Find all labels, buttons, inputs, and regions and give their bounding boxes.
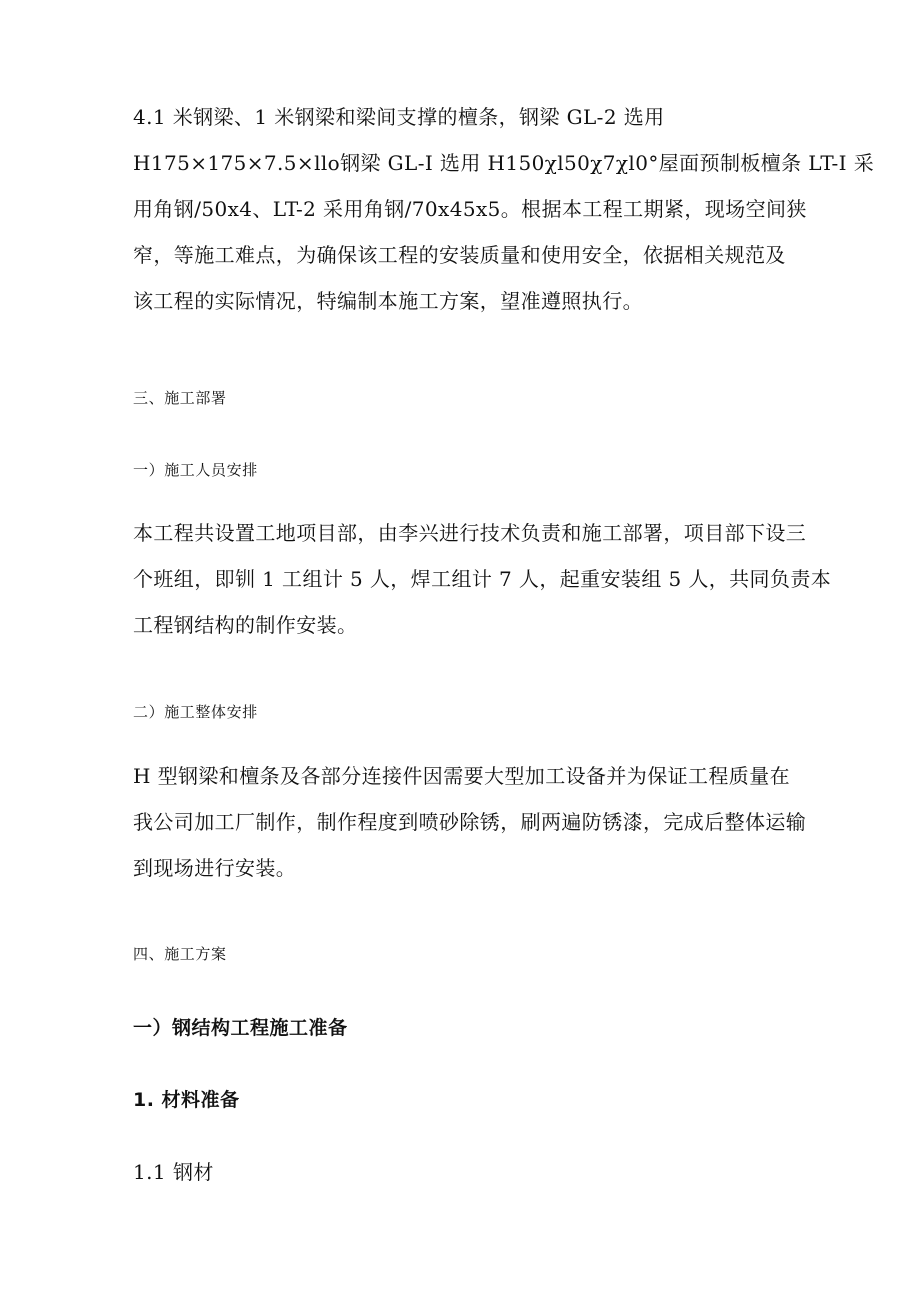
section-4-1-heading: 一）钢结构工程施工准备 — [133, 1017, 348, 1039]
overall-plan-paragraph — [133, 753, 807, 891]
steel-item-label: 钢材 — [173, 1160, 214, 1184]
intro-line-3: 用角钢/50x4、LT-2 采用角钢/70x45x5。根据本工程工期紧，现场空间狭 — [133, 197, 807, 221]
steel-item-heading — [133, 1160, 214, 1184]
intro-line-2: H175×175×7.5×llo钢梁 GL-I 选用 H150χl50χ7χl0°屋面预制板檀条 LT-I 采 — [133, 151, 875, 175]
intro-paragraph — [133, 94, 875, 324]
section-4-heading: 四、施工方案 — [133, 945, 227, 963]
intro-line-1: 4.1 米钢梁、1 米钢梁和梁间支撑的檀条，钢梁 GL-2 选用 — [133, 105, 665, 129]
intro-line-4: 窄，等施工难点，为确保该工程的安装质量和使用安全，依据相关规范及 — [133, 243, 786, 267]
section-3-1-heading: 一）施工人员安排 — [133, 461, 258, 479]
intro-line-5: 该工程的实际情况，特编制本施工方案，望准遵照执行。 — [133, 289, 643, 313]
staffing-line-2: 个班组，即钏 1 工组计 5 人，焊工组计 7 人，起重安装组 5 人，共同负责本 — [133, 567, 832, 591]
staffing-paragraph — [133, 510, 832, 648]
section-3-heading: 三、施工部署 — [133, 389, 227, 407]
staffing-line-3: 工程钢结构的制作安装。 — [133, 613, 358, 637]
material-prep-heading: 1. 材料准备 — [133, 1089, 240, 1111]
overall-plan-line-1: H 型钢梁和檀条及各部分连接件因需要大型加工设备并为保证工程质量在 — [133, 764, 790, 788]
steel-item-number: 1.1 — [133, 1160, 167, 1184]
overall-plan-line-2: 我公司加工厂制作，制作程度到喷砂除锈，刷两遍防锈漆，完成后整体运输 — [133, 810, 807, 834]
staffing-line-1: 本工程共设置工地项目部，由李兴进行技术负责和施工部署，项目部下设三 — [133, 521, 807, 545]
overall-plan-line-3: 到现场进行安装。 — [133, 856, 297, 880]
section-3-2-heading: 二）施工整体安排 — [133, 703, 258, 721]
